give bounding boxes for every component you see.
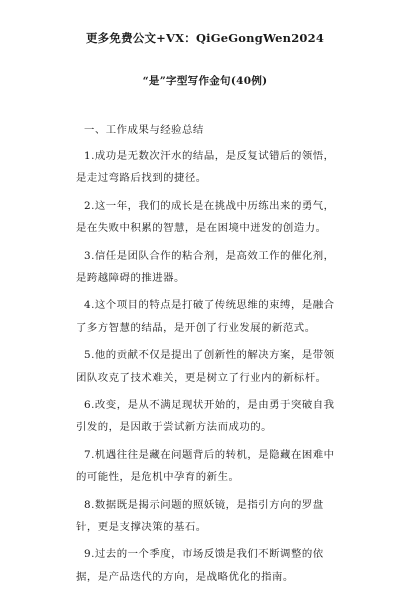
item-number: 1. [84,149,95,162]
item-number: 5. [84,349,95,362]
section-heading: 一、工作成果与经验总结 [84,124,204,136]
list-item [76,195,338,240]
item-text: 他的贡献不仅是提出了创新性的解决方案，是带领团队攻克了技术难关，更是树立了行业内的新标杆。 [76,349,335,384]
item-text: 这一年，我们的成长是在挑战中历练出来的勇气，是在失败中积累的智慧，是在困境中迸发的创造力。 [76,199,335,235]
item-number: 7. [84,448,95,461]
list-item [76,543,338,588]
item-text: 这个项目的特点是打破了传统思维的束缚，是融合了多方智慧的结晶，是开创了行业发展的新范式。 [76,299,335,334]
item-text: 改变，是从不满足现状开始的，是由勇于突破自我引发的，是因敢于尝试新方法而成功的。 [76,398,335,434]
item-number: 2. [84,199,95,212]
item-text: 成功是无数次汗水的结晶，是反复试错后的领悟，是走过弯路后找到的捷径。 [76,149,335,185]
item-number: 8. [84,498,95,511]
item-text: 信任是团队合作的粘合剂，是高效工作的催化剂，是跨越障碍的推进器。 [76,249,335,284]
item-number: 6. [84,398,95,411]
item-text: 过去的一个季度，市场反馈是我们不断调整的依据，是产品迭代的方向，是战略优化的指南。 [76,548,324,583]
list-item [76,245,338,290]
list-item [76,294,338,339]
list-item [76,145,338,190]
document-body [76,119,338,593]
item-text: 机遇往往是藏在问题背后的转机，是隐藏在困难中的可能性，是危机中孕育的新生。 [76,448,335,484]
item-number: 4. [84,299,95,312]
list-item [76,444,338,489]
list-item [76,494,338,539]
item-number: 3. [84,249,95,262]
item-text: 数据既是揭示问题的照妖镜，是指引方向的罗盘针，更是支撑决策的基石。 [76,498,324,533]
item-number: 9. [84,548,95,561]
list-item [76,344,338,389]
promo-header: 更多免费公文+VX：QiGeGongWen2024 [85,31,325,45]
list-item [76,394,338,439]
document-title: “是”字型写作金句(40例) [142,75,268,87]
